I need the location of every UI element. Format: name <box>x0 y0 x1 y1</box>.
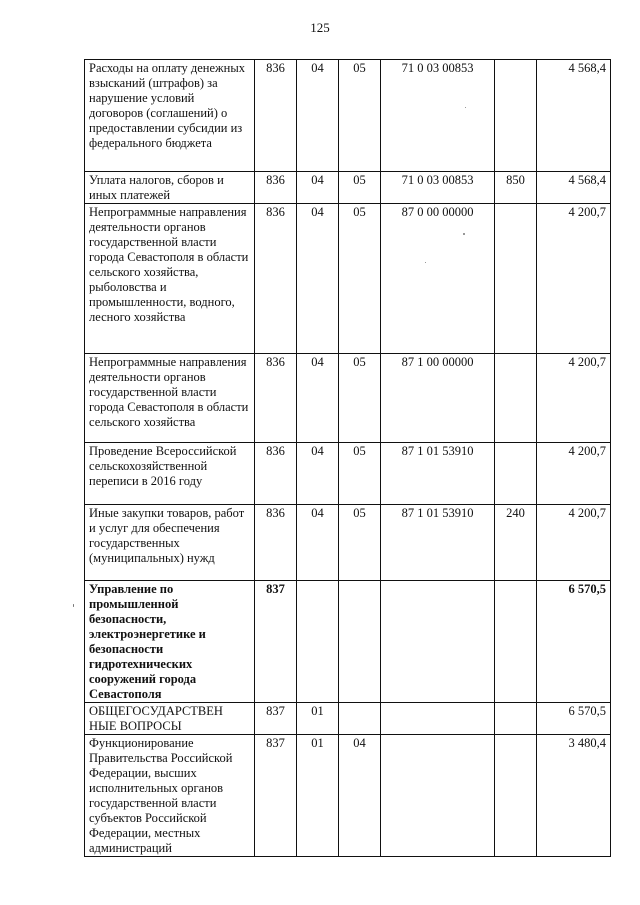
row-target-cell: 87 0 00 00000 <box>381 204 495 354</box>
row-code-cell: 836 <box>255 354 297 443</box>
row-expense-type-cell <box>495 60 537 172</box>
row-name-cell: Иные закупки товаров, работ и услуг для обеспечения государственных (муниципальных) нужд <box>85 505 255 581</box>
row-sum-cell: 4 200,7 <box>537 505 611 581</box>
row-sum-cell: 4 200,7 <box>537 354 611 443</box>
row-section-cell: 01 <box>297 703 339 735</box>
row-subsection-cell: 05 <box>339 60 381 172</box>
row-subsection-cell <box>339 581 381 703</box>
row-subsection-cell: 05 <box>339 505 381 581</box>
scan-speck <box>73 604 74 607</box>
row-code-cell: 836 <box>255 60 297 172</box>
row-target-cell <box>381 703 495 735</box>
row-target-cell: 71 0 03 00853 <box>381 172 495 204</box>
row-sum-cell: 6 570,5 <box>537 703 611 735</box>
row-name-cell: Управление по промышленной безопасности, электроэнергетике и безопасности гидротехнических сооружений города Севастополя <box>85 581 255 703</box>
row-subsection-cell: 04 <box>339 735 381 857</box>
row-subsection-cell <box>339 703 381 735</box>
row-name-cell: Функционирование Правительства Российской Федерации, высших исполнительных органов государственной власти субъектов Российской Федерации, местных администраций <box>85 735 255 857</box>
row-section-cell: 04 <box>297 354 339 443</box>
row-code-cell: 837 <box>255 581 297 703</box>
table-row <box>85 60 611 172</box>
budget-table <box>84 59 611 857</box>
table-row <box>85 443 611 505</box>
scan-speck <box>425 262 426 263</box>
row-name-cell: ОБЩЕГОСУДАРСТВЕН НЫЕ ВОПРОСЫ <box>85 703 255 735</box>
row-expense-type-cell <box>495 703 537 735</box>
table-row <box>85 505 611 581</box>
row-sum-cell: 4 568,4 <box>537 60 611 172</box>
row-expense-type-cell <box>495 354 537 443</box>
row-code-cell: 836 <box>255 443 297 505</box>
page-number: 125 <box>310 20 330 35</box>
table-row <box>85 735 611 857</box>
row-section-cell: 04 <box>297 172 339 204</box>
row-subsection-cell: 05 <box>339 443 381 505</box>
row-code-cell: 836 <box>255 172 297 204</box>
row-code-cell: 837 <box>255 703 297 735</box>
row-expense-type-cell <box>495 204 537 354</box>
row-expense-type-cell <box>495 581 537 703</box>
row-name-cell: Уплата налогов, сборов и иных платежей <box>85 172 255 204</box>
table-row <box>85 172 611 204</box>
row-expense-type-cell: 240 <box>495 505 537 581</box>
row-section-cell: 04 <box>297 204 339 354</box>
table-row <box>85 204 611 354</box>
row-code-cell: 837 <box>255 735 297 857</box>
row-name-cell: Проведение Всероссийской сельскохозяйственной переписи в 2016 году <box>85 443 255 505</box>
row-sum-cell: 4 200,7 <box>537 443 611 505</box>
row-name-cell: Расходы на оплату денежных взысканий (штрафов) за нарушение условий договоров (соглашений) о предоставлении субсидии из федерального бюджета <box>85 60 255 172</box>
row-expense-type-cell: 850 <box>495 172 537 204</box>
row-target-cell <box>381 735 495 857</box>
row-name-cell: Непрограммные направления деятельности органов государственной власти города Севастополя в области сельского хозяйства, рыболовства и промышленности, водного, лесного хозяйства <box>85 204 255 354</box>
scan-speck <box>465 107 466 108</box>
row-section-cell <box>297 581 339 703</box>
row-sum-cell: 4 568,4 <box>537 172 611 204</box>
scan-speck <box>463 233 465 235</box>
row-section-cell: 04 <box>297 443 339 505</box>
row-target-cell: 87 1 00 00000 <box>381 354 495 443</box>
table-row <box>85 703 611 735</box>
row-subsection-cell: 05 <box>339 354 381 443</box>
row-sum-cell: 3 480,4 <box>537 735 611 857</box>
row-code-cell: 836 <box>255 505 297 581</box>
row-target-cell <box>381 581 495 703</box>
row-name-cell: Непрограммные направления деятельности органов государственной власти города Севастополя в области сельского хозяйства <box>85 354 255 443</box>
row-section-cell: 04 <box>297 60 339 172</box>
row-target-cell: 71 0 03 00853 <box>381 60 495 172</box>
row-code-cell: 836 <box>255 204 297 354</box>
row-section-cell: 01 <box>297 735 339 857</box>
table-row <box>85 581 611 703</box>
row-expense-type-cell <box>495 735 537 857</box>
row-sum-cell: 6 570,5 <box>537 581 611 703</box>
row-subsection-cell: 05 <box>339 172 381 204</box>
table-row <box>85 354 611 443</box>
row-section-cell: 04 <box>297 505 339 581</box>
row-expense-type-cell <box>495 443 537 505</box>
row-target-cell: 87 1 01 53910 <box>381 443 495 505</box>
row-target-cell: 87 1 01 53910 <box>381 505 495 581</box>
row-subsection-cell: 05 <box>339 204 381 354</box>
row-sum-cell: 4 200,7 <box>537 204 611 354</box>
